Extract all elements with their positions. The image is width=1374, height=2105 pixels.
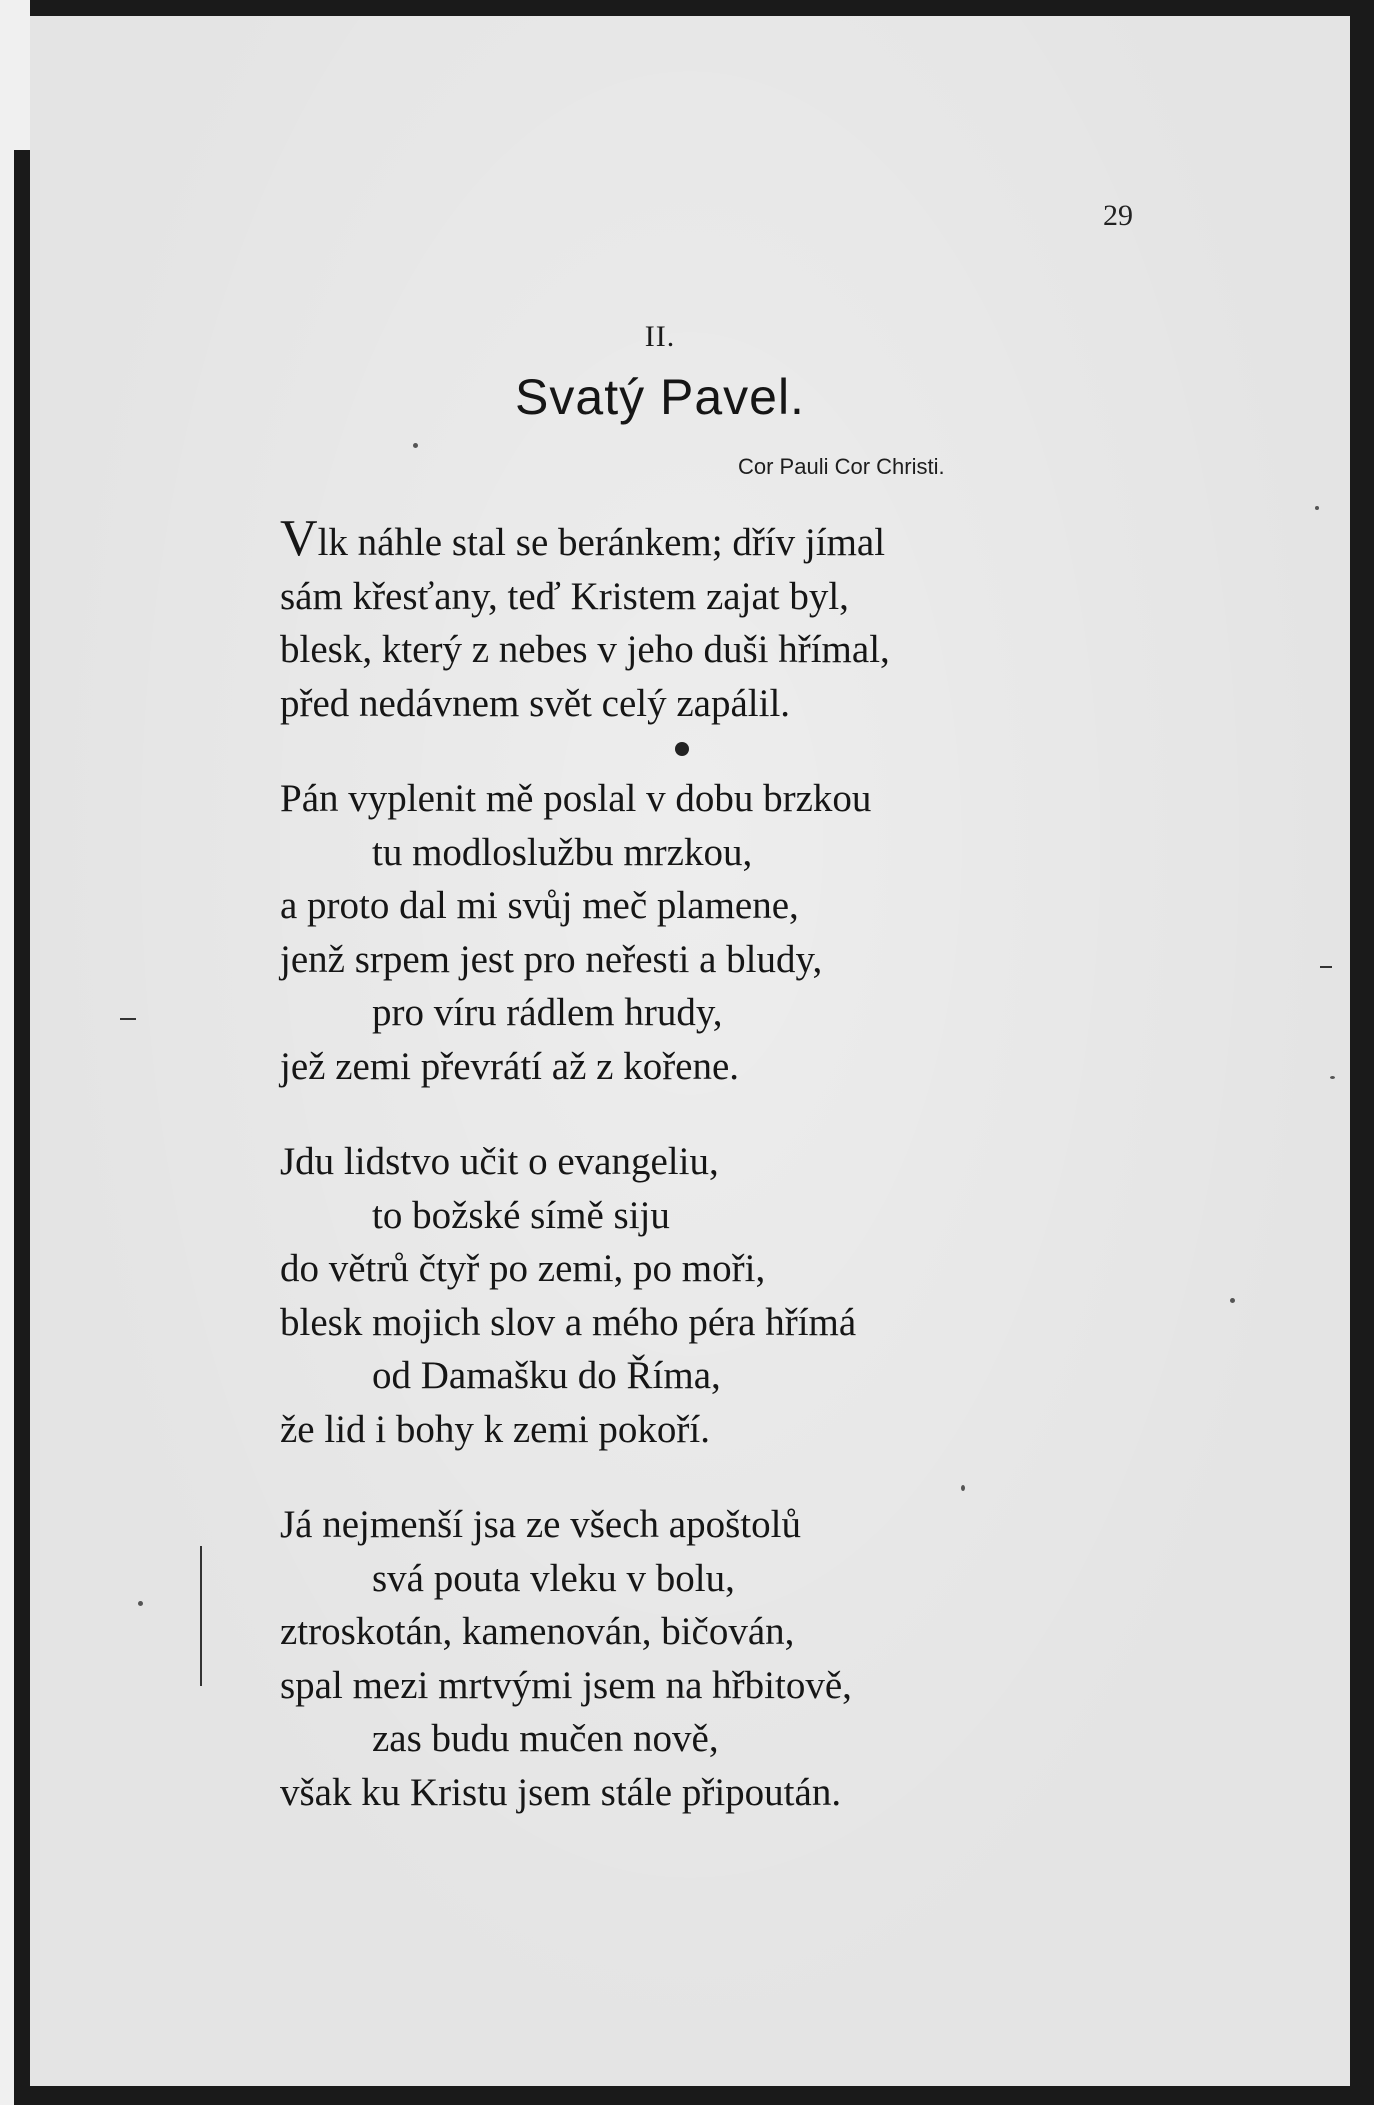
poem-line: pro víru rádlem hrudy, xyxy=(372,991,723,1034)
poem-body xyxy=(280,510,1180,1861)
poem-line xyxy=(280,510,1180,570)
poem-line: Já nejmenší jsa ze všech apoštolů xyxy=(280,1503,801,1546)
scan-speck xyxy=(1315,506,1319,510)
poem-title: Svatý Pavel. xyxy=(515,369,805,425)
section-number: II. xyxy=(644,320,676,353)
poem-line: od Damašku do Říma, xyxy=(372,1354,721,1397)
poem-line: a proto dal mi svůj meč plamene, xyxy=(280,884,799,927)
poem-line: blesk, který z nebes v jeho duši hřímal, xyxy=(280,628,890,671)
scan-speck xyxy=(961,1485,965,1491)
scan-speck xyxy=(1230,1298,1235,1303)
poem-line: ztroskotán, kamenován, bičován, xyxy=(280,1610,795,1653)
book-page xyxy=(30,16,1350,2086)
poem-line: do větrů čtyř po zemi, po moři, xyxy=(280,1247,766,1290)
poem-line: blesk mojich slov a mého péra hřímá xyxy=(280,1300,857,1344)
drop-cap: V xyxy=(280,510,318,567)
poem-line: Jdu lidstvo učit o evangeliu, xyxy=(280,1140,719,1183)
stanza xyxy=(280,1135,1180,1456)
stanza xyxy=(280,510,1180,730)
poem-line: že lid i bohy k zemi pokoří. xyxy=(280,1407,710,1451)
poem-line: tu modloslužbu mrzkou, xyxy=(372,830,753,874)
scan-speck xyxy=(138,1601,143,1606)
page-number: 29 xyxy=(1103,199,1133,232)
epigraph: Cor Pauli Cor Christi. xyxy=(738,454,945,479)
scan-speck xyxy=(1330,1076,1335,1079)
poem-line: svá pouta vleku v bolu, xyxy=(372,1556,735,1600)
stanza xyxy=(280,1498,1180,1819)
poem-line: jež zemi převrátí až z kořene. xyxy=(280,1044,740,1088)
poem-line: Pán vyplenit mě poslal v dobu brzkou xyxy=(280,777,872,820)
poem-line: před nedávnem svět celý zapálil. xyxy=(280,681,791,725)
poem-line: jenž srpem jest pro neřesti a bludy, xyxy=(280,937,823,981)
scan-speck xyxy=(413,443,418,448)
poem-line: to božské símě siju xyxy=(372,1193,670,1237)
scan-mark xyxy=(200,1546,202,1686)
poem-line: však ku Kristu jsem stále připoután. xyxy=(280,1770,842,1814)
poem-line: spal mezi mrtvými jsem na hřbitově, xyxy=(280,1663,852,1707)
poem-line: zas budu mučen nově, xyxy=(372,1717,719,1760)
poem-line-text: lk náhle stal se beránkem; dřív jímal xyxy=(317,521,886,564)
poem-line: sám křesťany, teď Kristem zajat byl, xyxy=(280,574,849,618)
stanza xyxy=(280,772,1180,1093)
scan-edge xyxy=(0,0,30,2105)
scan-mark xyxy=(1320,966,1332,968)
scan-speck xyxy=(675,742,689,756)
scan-mark xyxy=(120,1018,136,1020)
